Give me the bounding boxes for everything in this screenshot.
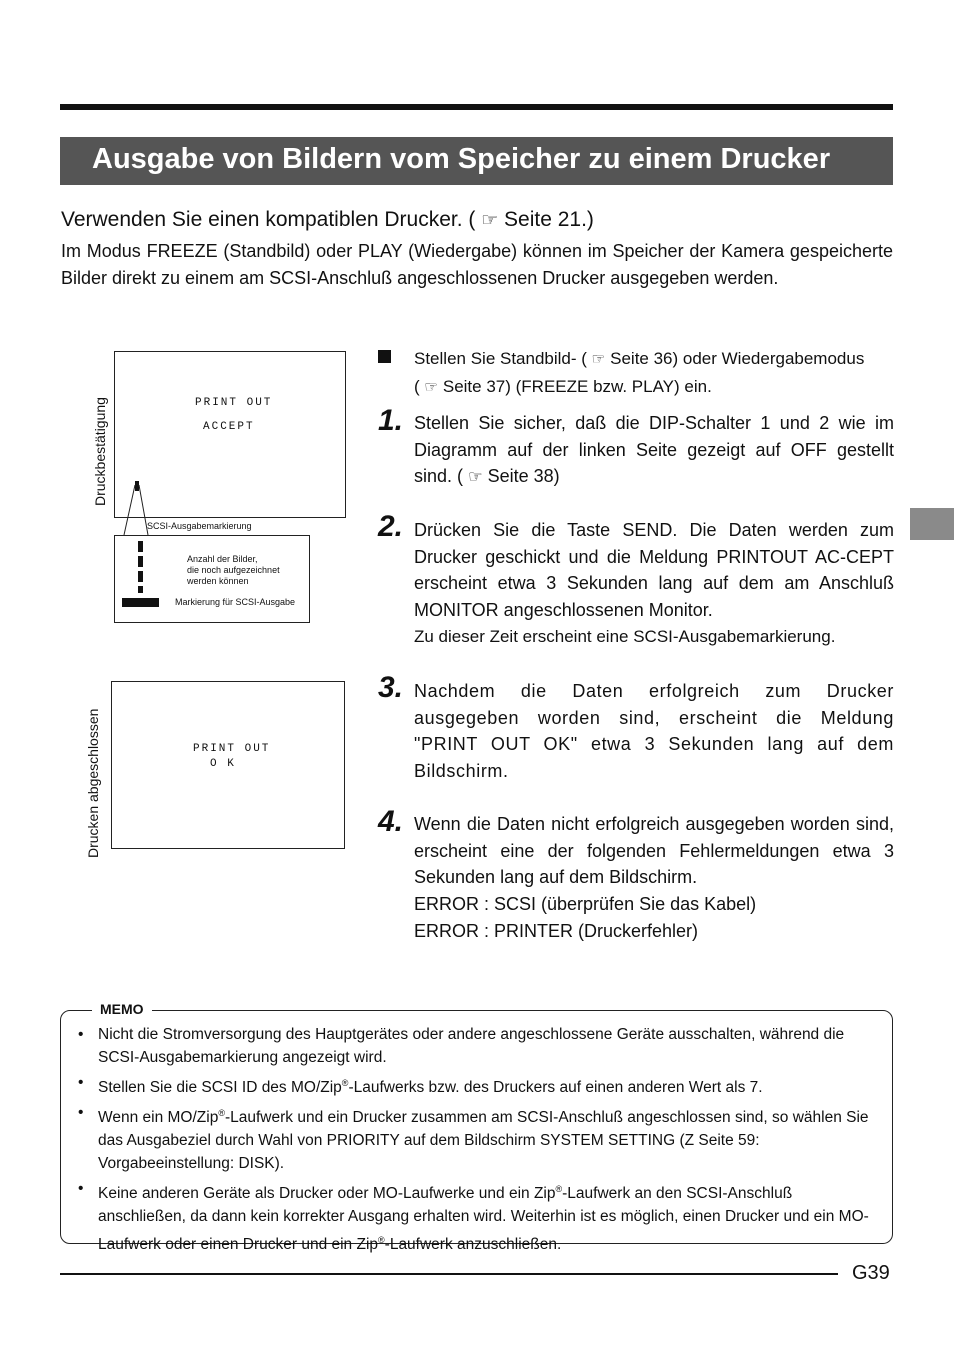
step-number: 1.	[378, 404, 404, 437]
pointing-hand-icon: ☞	[468, 467, 483, 487]
pointing-hand-icon: ☞	[481, 209, 499, 231]
pointing-hand-icon: ☞	[424, 378, 439, 396]
memo-item: • Keine anderen Geräte als Drucker oder MO-Laufwerke und ein Zip®-Laufwerk an den SCSI-Anschluß anschließen, da dann kein korrekter Ausgang erhalten wird. Weiterhin ist es möglich, einen Drucker und ein MO-Laufwerk oder einen Drucker und ein Zip®-Laufwerk anzuschließen.	[78, 1178, 878, 1256]
screen-print-out-ok-text: PRINT OUT	[193, 743, 271, 755]
step-number: 2.	[378, 510, 404, 543]
scsi-marker-label: SCSI-Ausgabemarkierung	[147, 521, 252, 531]
count-bar-4	[138, 586, 143, 593]
intro-paragraph: Im Modus FREEZE (Standbild) oder PLAY (Wiedergabe) können im Speicher der Kamera gespeicherte Bilder direkt zu einem am SCSI-Anschluß angeschlossenen Drucker ausgegeben werden.	[61, 241, 893, 288]
image-count-label-2: die noch aufgezeichnet	[187, 565, 280, 575]
screen-ok-text: O K	[210, 758, 236, 770]
memo-label: MEMO	[92, 1001, 152, 1017]
scsi-output-marker	[122, 598, 159, 607]
count-bar-2	[138, 556, 143, 567]
count-bar-1	[138, 541, 143, 552]
step-2-text: Drücken Sie die Taste SEND. Die Daten werden zum Drucker geschickt und die Meldung PRINTOUT AC-CEPT erscheint etwa 3 Sekunden lang auf dem am Anschluß MONITOR angeschlossenen Monitor. Zu dieser Zeit erscheint eine SCSI-Ausgabemarkierung.	[414, 520, 894, 646]
compatible-printer-heading: Verwenden Sie einen kompatiblen Drucker. ( ☞ Seite 21.)	[61, 208, 594, 231]
figure1-side-label: Druckbestätigung	[92, 397, 108, 506]
count-bar-3	[138, 571, 143, 582]
step-3-text: Nachdem die Daten erfolgreich zum Drucker ausgegeben worden sind, erscheint die Meldung "PRINT OUT OK" etwa 3 Sekunden lang auf dem Bildschirm.	[414, 681, 894, 782]
memo-item: • Stellen Sie die SCSI ID des MO/Zip®-Laufwerks bzw. des Druckers auf einen anderen Wert als 7.	[78, 1072, 878, 1100]
screen-accept-text: ACCEPT	[203, 421, 255, 433]
step-number: 3.	[378, 671, 404, 704]
image-count-label-1: Anzahl der Bilder,	[187, 554, 258, 564]
step-number: 4.	[378, 805, 404, 838]
step-4-text: Wenn die Daten nicht erfolgreich ausgegeben worden sind, erscheint eine der folgenden Fehlermeldungen etwa 3 Sekunden lang auf dem Bildschirm. ERROR : SCSI (überprüfen Sie das Kabel) ERROR : PRINTER (Druckerfehler)	[414, 814, 894, 941]
page-title: Ausgabe von Bildern vom Speicher zu einem Drucker	[92, 143, 831, 175]
memo-item: • Wenn ein MO/Zip®-Laufwerk und ein Drucker zusammen am SCSI-Anschluß angeschlossen sind, so wählen Sie das Ausgabeziel durch Wahl von PRIORITY auf dem Bildschirm SYSTEM SETTING (Z Seite 59: Vorgabeeinstellung: DISK).	[78, 1102, 878, 1175]
top-rule	[60, 104, 893, 110]
prerequisite-text: Stellen Sie Standbild- ( ☞ Seite 36) oder Wiedergabemodus ( ☞ Seite 37) (FREEZE bzw. PLAY) ein.	[414, 349, 865, 396]
scsi-output-marker-label: Markierung für SCSI-Ausgabe	[175, 597, 296, 607]
prerequisite-bullet	[378, 350, 391, 363]
pointing-hand-icon: ☞	[591, 350, 606, 368]
screen-print-out-text: PRINT OUT	[195, 397, 273, 409]
image-count-label-3: werden können	[187, 576, 249, 586]
page-number: G39	[852, 1262, 890, 1284]
step-1-text: Stellen Sie sicher, daß die DIP-Schalter 1 und 2 wie im Diagramm auf der linken Seite gezeigt auf OFF gestellt sind. ( ☞ Seite 38)	[414, 413, 894, 487]
memo-item: • Nicht die Stromversorgung des Hauptgerätes oder andere angeschlossene Geräte ausschalten, während die SCSI-Ausgabemarkierung angezeigt wird.	[78, 1024, 878, 1069]
figure2-side-label: Drucken abgeschlossen	[85, 708, 101, 858]
footer-rule	[60, 1273, 838, 1275]
memo-list	[78, 1024, 878, 1259]
section-thumb-tab	[910, 508, 954, 540]
